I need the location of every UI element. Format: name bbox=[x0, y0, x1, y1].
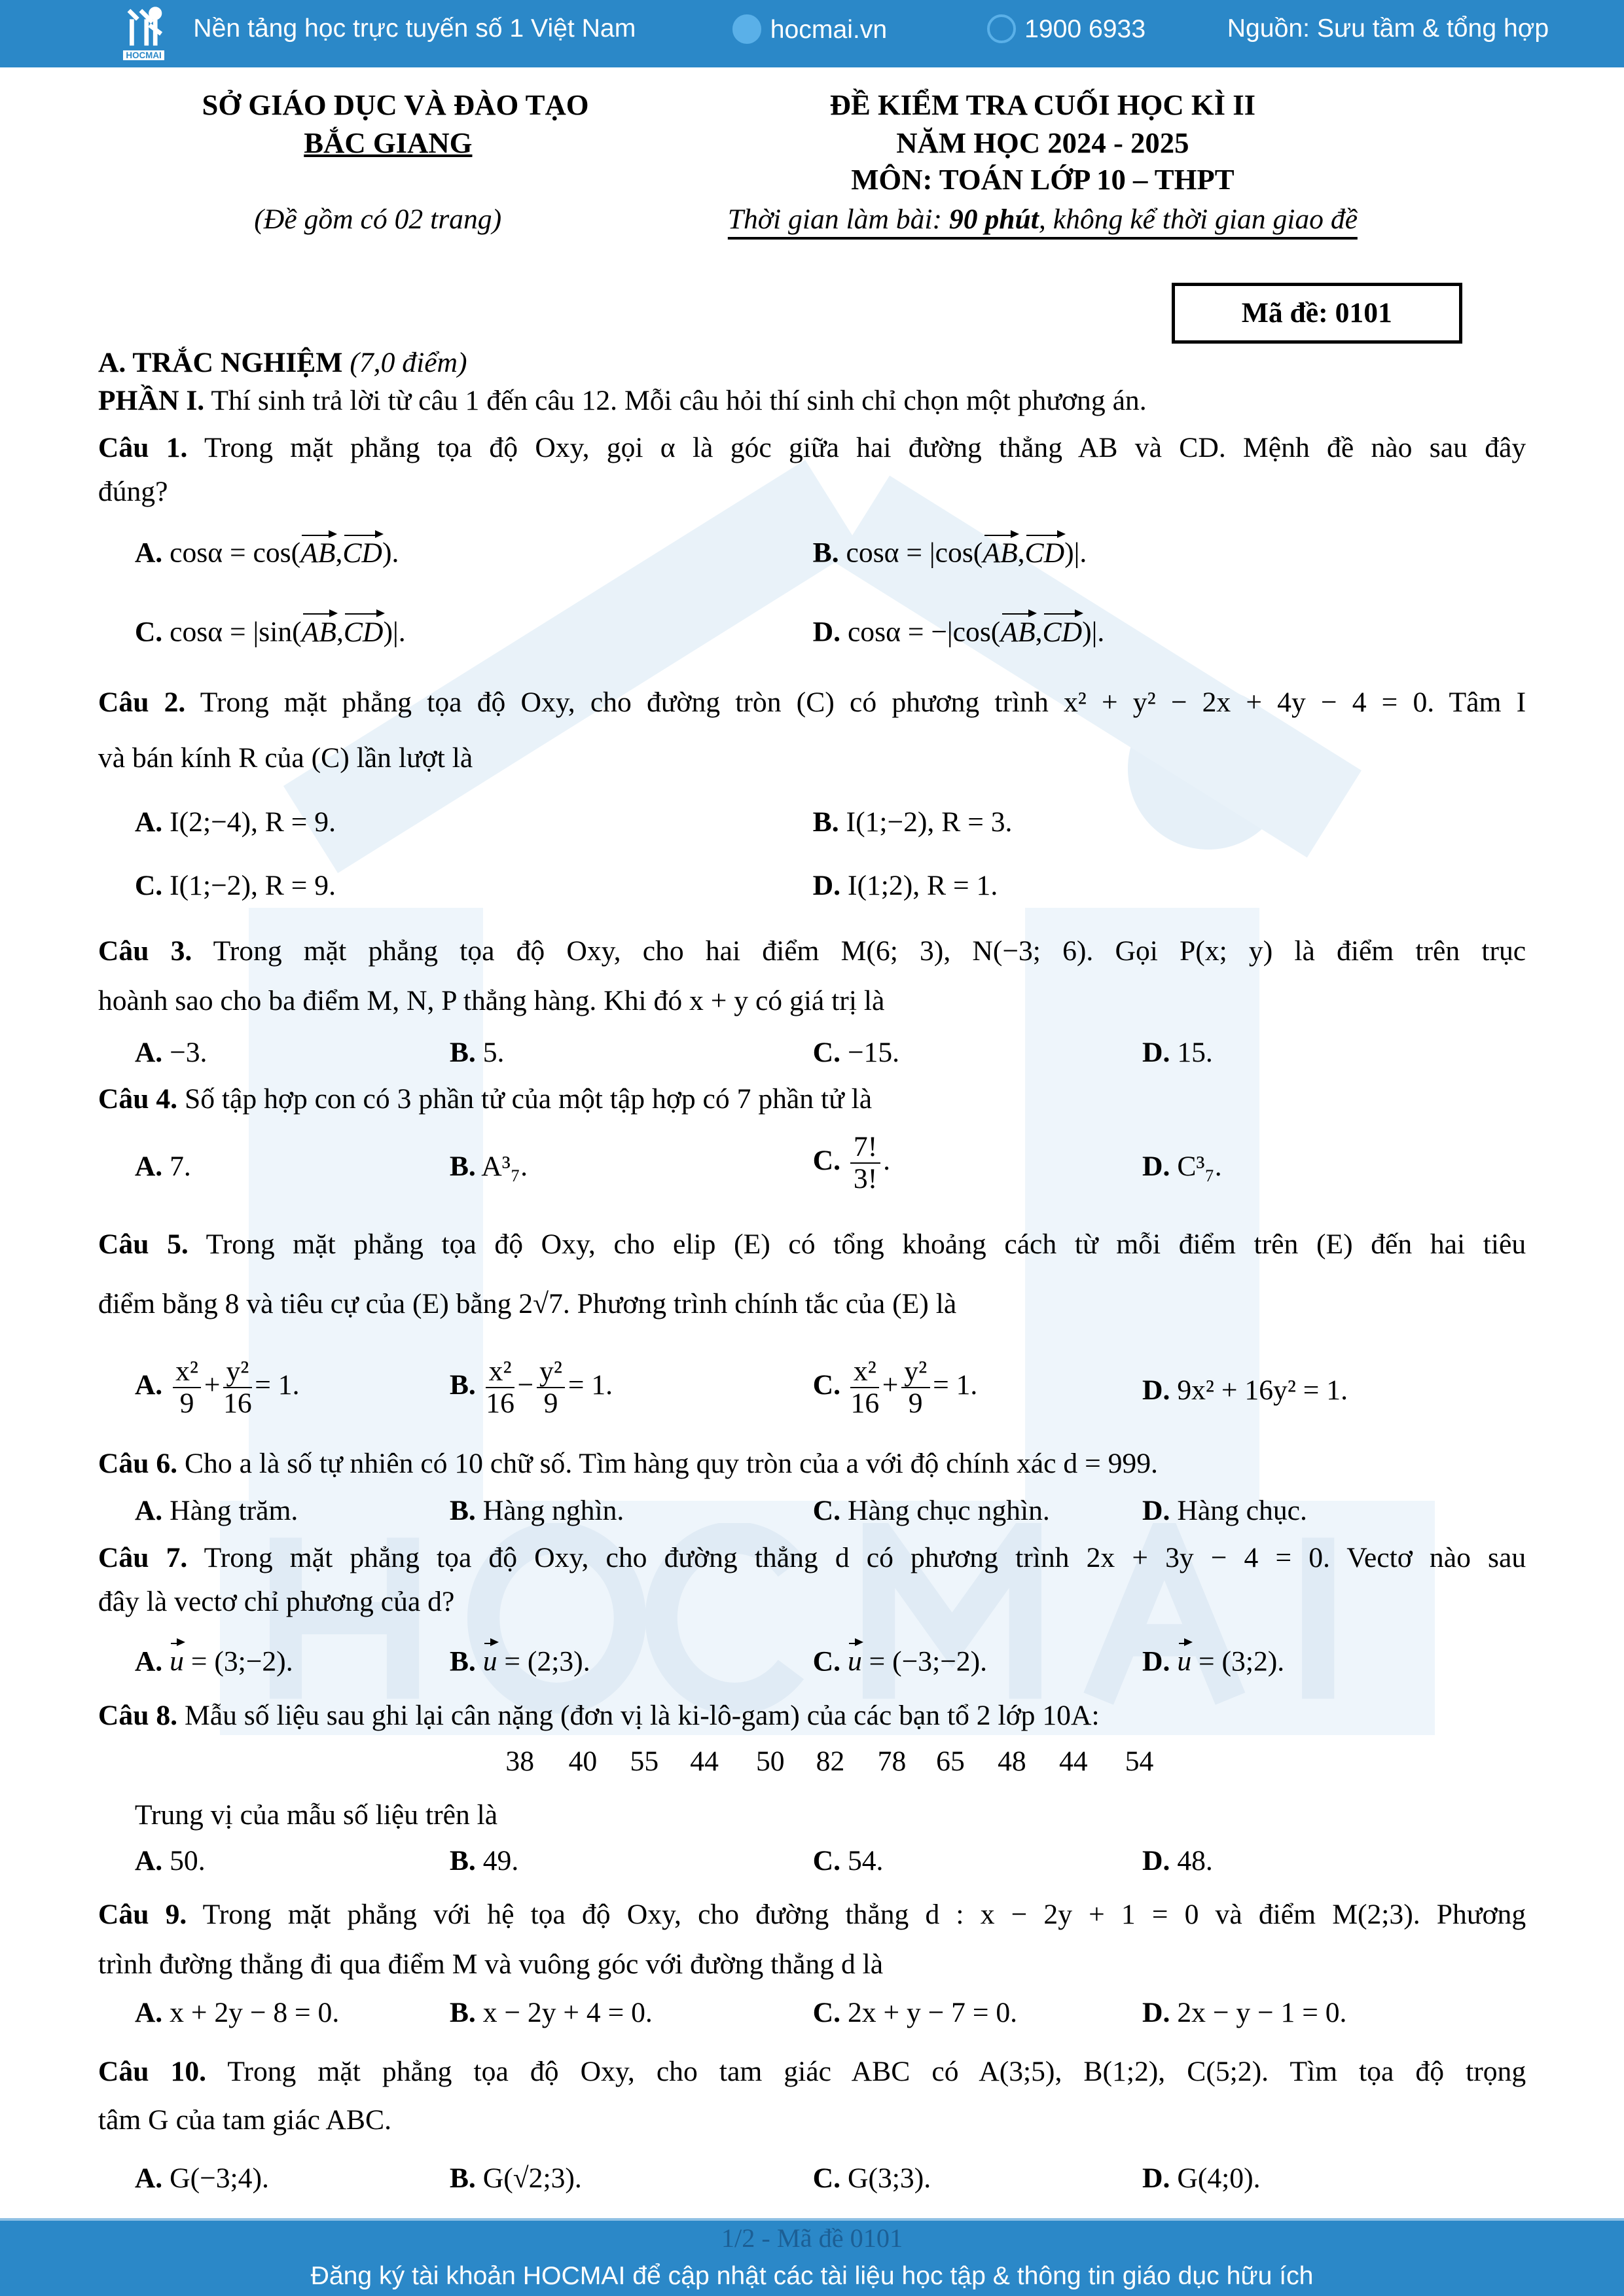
question-extra-line: Trung vị của mẫu số liệu trên là bbox=[134, 1799, 498, 1831]
question-text: Trong mặt phẳng tọa độ Oxy, gọi α là góc giữa hai đường thẳng AB và CD. Mệnh đề nào sau đây bbox=[187, 431, 1526, 463]
question-stem-line bbox=[98, 685, 1526, 721]
answer-option-b[interactable] bbox=[813, 805, 1013, 840]
question-stem-line bbox=[98, 2103, 391, 2138]
option-label: D. bbox=[1142, 2162, 1170, 2195]
numerator: y² bbox=[901, 1356, 930, 1388]
answer-option-a[interactable] bbox=[135, 1035, 208, 1071]
answer-option-b[interactable] bbox=[450, 1149, 528, 1185]
answer-option-b[interactable] bbox=[450, 1844, 518, 1879]
hocmai-logo bbox=[123, 5, 179, 60]
fraction bbox=[173, 1356, 202, 1419]
fraction bbox=[850, 1132, 880, 1194]
answer-option-c[interactable] bbox=[813, 1035, 899, 1071]
time-suffix: , không kể thời gian giao đề bbox=[1038, 203, 1358, 235]
question-label: Câu 7. bbox=[98, 1541, 188, 1573]
data-value: 44 bbox=[690, 1745, 719, 1777]
option-text: I(1;2), R = 1. bbox=[840, 869, 998, 901]
option-prefix bbox=[1170, 1645, 1177, 1677]
vector: AB bbox=[300, 533, 335, 571]
option-text: I(1;−2), R = 3. bbox=[839, 806, 1013, 838]
option-suffix: = (−3;−2). bbox=[861, 1645, 988, 1677]
question-stem-line bbox=[98, 1541, 1526, 1576]
data-value: 44 bbox=[1059, 1745, 1088, 1777]
option-label: C. bbox=[812, 1844, 841, 1876]
option-text: 54. bbox=[840, 1844, 884, 1876]
question-text: hoành sao cho ba điểm M, N, P thẳng hàng. Khi đó x + y có giá trị là bbox=[98, 985, 885, 1017]
option-label: C. bbox=[812, 2162, 841, 2195]
option-prefix bbox=[476, 1369, 483, 1401]
answer-option-c[interactable] bbox=[135, 869, 336, 904]
option-label: C. bbox=[812, 1036, 841, 1068]
answer-option-d[interactable] bbox=[813, 869, 998, 904]
option-text: 9x² + 16y² = 1. bbox=[1170, 1374, 1348, 1407]
option-text: 7. bbox=[162, 1151, 191, 1183]
numerator: x² bbox=[486, 1356, 514, 1388]
question-stem-line bbox=[98, 1082, 872, 1117]
answer-option-a[interactable] bbox=[135, 1356, 300, 1419]
denominator: 16 bbox=[850, 1387, 880, 1419]
numerator: 7! bbox=[850, 1132, 880, 1164]
option-label: B. bbox=[812, 537, 839, 569]
option-prefix: cosα = |sin( bbox=[162, 616, 302, 648]
answer-option-a[interactable] bbox=[135, 1996, 339, 2031]
option-suffix: = 1. bbox=[933, 1369, 978, 1401]
fraction bbox=[537, 1356, 566, 1419]
option-label: A. bbox=[134, 1494, 163, 1526]
time-prefix: Thời gian làm bài: bbox=[727, 203, 949, 235]
option-text: G(4;0). bbox=[1170, 2162, 1261, 2195]
denominator: 3! bbox=[853, 1163, 878, 1195]
section-title: A. TRẮC NGHIỆM bbox=[98, 346, 343, 378]
option-prefix: cosα = cos( bbox=[162, 537, 301, 569]
option-prefix bbox=[162, 1369, 170, 1401]
option-text: 49. bbox=[475, 1844, 519, 1876]
option-sep: , bbox=[335, 537, 343, 569]
source-note: Nguồn: Sưu tầm & tổng hợp bbox=[1227, 14, 1549, 43]
option-label: B. bbox=[449, 1151, 476, 1183]
option-text: 48. bbox=[1170, 1844, 1213, 1876]
denominator: 9 bbox=[908, 1387, 923, 1419]
question-text: Trong mặt phẳng tọa độ Oxy, cho đường tròn (C) có phương trình x² + y² − 2x + 4y − 4 = 0. Tâm I bbox=[185, 687, 1526, 718]
option-text: C³₇. bbox=[1170, 1151, 1222, 1183]
option-label: C. bbox=[134, 869, 163, 901]
denominator: 16 bbox=[486, 1387, 514, 1419]
option-prefix: cosα = −|cos( bbox=[840, 616, 1001, 648]
answer-option-c[interactable] bbox=[813, 1494, 1050, 1529]
fraction bbox=[850, 1356, 879, 1419]
vector: AB bbox=[1000, 612, 1035, 650]
question-text: Số tập hợp con có 3 phần tử của một tập hợp có 7 phần tử là bbox=[177, 1083, 873, 1115]
option-label: B. bbox=[449, 1997, 476, 2029]
option-label: B. bbox=[449, 1494, 476, 1526]
numerator: x² bbox=[173, 1356, 202, 1388]
question-stem-line bbox=[98, 1287, 956, 1322]
part-text: Thí sinh trả lời từ câu 1 đến câu 12. Mỗi câu hỏi thí sinh chỉ chọn một phương án. bbox=[204, 385, 1147, 417]
answer-option-d[interactable] bbox=[1142, 1844, 1213, 1879]
option-text: Hàng chục. bbox=[1170, 1494, 1307, 1526]
page-number: 1/2 - Mã đề 0101 bbox=[721, 2223, 903, 2253]
answer-option-a[interactable] bbox=[135, 2161, 269, 2197]
option-suffix: )|. bbox=[383, 616, 406, 648]
department: SỞ GIÁO DỤC VÀ ĐÀO TẠO bbox=[202, 88, 589, 122]
question-text: và bán kính R của (C) lần lượt là bbox=[98, 742, 473, 774]
option-label: C. bbox=[812, 1369, 841, 1401]
time-value: 90 phút bbox=[948, 203, 1039, 235]
operator: + bbox=[882, 1369, 899, 1401]
answer-option-c[interactable] bbox=[813, 1844, 884, 1879]
vector: CD bbox=[1025, 533, 1065, 571]
fraction bbox=[901, 1356, 930, 1419]
answer-option-d[interactable] bbox=[1142, 1641, 1284, 1679]
numerator: y² bbox=[537, 1356, 566, 1388]
option-label: A. bbox=[134, 1645, 163, 1677]
vector: CD bbox=[344, 612, 384, 650]
answer-option-d[interactable] bbox=[1142, 1035, 1213, 1071]
pages-note: (Đề gồm có 02 trang) bbox=[254, 203, 502, 235]
option-label: A. bbox=[134, 537, 163, 569]
time-note bbox=[728, 202, 1358, 240]
answer-option-a[interactable] bbox=[135, 805, 336, 840]
question-label: Câu 5. bbox=[98, 1228, 189, 1260]
data-value: 78 bbox=[877, 1745, 907, 1777]
phone-link[interactable] bbox=[987, 14, 1146, 44]
answer-option-c[interactable] bbox=[813, 2161, 931, 2197]
logo-text: HOCMAI bbox=[123, 50, 164, 60]
option-sep: , bbox=[336, 616, 344, 648]
tagline: Nền tảng học trực tuyến số 1 Việt Nam bbox=[193, 14, 636, 43]
option-label: B. bbox=[449, 1369, 476, 1401]
option-label: B. bbox=[449, 1036, 476, 1068]
option-label: B. bbox=[449, 1645, 476, 1677]
vector: u bbox=[1177, 1641, 1191, 1679]
option-label: D. bbox=[1142, 1151, 1170, 1183]
question-text: đây là vectơ chỉ phương của d? bbox=[98, 1585, 455, 1617]
question-text: Cho a là số tự nhiên có 10 chữ số. Tìm hàng quy tròn của a với độ chính xác d = 999. bbox=[177, 1448, 1158, 1480]
option-prefix bbox=[162, 1645, 170, 1677]
question-stem-line bbox=[98, 984, 884, 1019]
option-text: G(√2;3). bbox=[475, 2162, 582, 2195]
answer-option-c[interactable] bbox=[135, 612, 406, 650]
question-text: điểm bằng 8 và tiêu cự của (E) bằng 2√7. Phương trình chính tắc của (E) là bbox=[98, 1288, 957, 1320]
fraction bbox=[223, 1356, 252, 1419]
option-text: Hàng chục nghìn. bbox=[840, 1494, 1050, 1526]
option-text: 2x + y − 7 = 0. bbox=[840, 1997, 1018, 2029]
exam-title: ĐỀ KIỂM TRA CUỐI HỌC KÌ II bbox=[829, 88, 1256, 122]
question-stem-line bbox=[98, 431, 1526, 466]
exam-code-box: Mã đề: 0101 bbox=[1172, 283, 1462, 344]
option-label: D. bbox=[1142, 1374, 1170, 1407]
option-suffix: = 1. bbox=[255, 1369, 300, 1401]
option-label: D. bbox=[1142, 1997, 1170, 2029]
answer-option-a[interactable] bbox=[135, 1149, 191, 1185]
option-suffix: = (2;3). bbox=[497, 1645, 590, 1677]
section-points: (7,0 điểm) bbox=[342, 346, 467, 378]
answer-option-a[interactable] bbox=[135, 1641, 293, 1679]
answer-option-b[interactable] bbox=[813, 533, 1087, 571]
option-text: x + 2y − 8 = 0. bbox=[162, 1997, 340, 2029]
option-label: C. bbox=[134, 616, 163, 648]
question-stem-line bbox=[98, 1446, 1158, 1482]
option-label: D. bbox=[812, 869, 841, 901]
option-suffix: ). bbox=[382, 537, 399, 569]
answer-option-b[interactable] bbox=[450, 1641, 590, 1679]
option-prefix bbox=[840, 1369, 848, 1401]
numerator: x² bbox=[850, 1356, 879, 1388]
option-suffix: = (3;2). bbox=[1191, 1645, 1285, 1677]
denominator: 16 bbox=[223, 1387, 252, 1419]
answer-option-a[interactable] bbox=[135, 1844, 206, 1879]
question-text: Trong mặt phẳng tọa độ Oxy, cho đường thẳng d có phương trình 2x + 3y − 4 = 0. Vectơ nào sau bbox=[187, 1541, 1526, 1573]
option-suffix: . bbox=[883, 1145, 891, 1177]
option-label: A. bbox=[134, 1151, 163, 1183]
option-text: Hàng nghìn. bbox=[475, 1494, 624, 1526]
question-text: đúng? bbox=[98, 475, 168, 507]
answer-option-c[interactable] bbox=[813, 1132, 890, 1194]
option-text: A³₇. bbox=[475, 1151, 528, 1183]
answer-option-b[interactable] bbox=[450, 1035, 505, 1071]
option-label: B. bbox=[449, 2162, 476, 2195]
option-text: G(3;3). bbox=[840, 2162, 931, 2195]
question-text: Mẫu số liệu sau ghi lại cân nặng (đơn vị là ki-lô-gam) của các bạn tổ 2 lớp 10A: bbox=[177, 1700, 1100, 1732]
option-text: −15. bbox=[840, 1036, 900, 1068]
question-label: Câu 3. bbox=[98, 935, 192, 967]
option-text: Hàng trăm. bbox=[162, 1494, 298, 1526]
subject: MÔN: TOÁN LỚP 10 – THPT bbox=[851, 163, 1235, 196]
option-suffix: = (3;−2). bbox=[183, 1645, 293, 1677]
question-text: Trong mặt phẳng tọa độ Oxy, cho hai điểm M(6; 3), N(−3; 6). Gọi P(x; y) là điểm trên trục bbox=[192, 935, 1526, 967]
answer-option-d[interactable] bbox=[1142, 1373, 1348, 1408]
school-year: NĂM HỌC 2024 - 2025 bbox=[896, 126, 1189, 160]
question-stem-line bbox=[98, 1227, 1526, 1263]
question-text: tâm G của tam giác ABC. bbox=[98, 2104, 391, 2136]
option-prefix: cosα = |cos( bbox=[839, 537, 983, 569]
data-value: 65 bbox=[936, 1745, 965, 1777]
answer-option-c[interactable] bbox=[813, 1641, 987, 1679]
question-label: Câu 9. bbox=[98, 1899, 187, 1931]
question-stem-line bbox=[98, 741, 473, 776]
option-text: G(−3;4). bbox=[162, 2162, 269, 2195]
question-text: Trong mặt phẳng tọa độ Oxy, cho tam giác ABC có A(3;5), B(1;2), C(5;2). Tìm tọa độ trọng bbox=[206, 2055, 1526, 2087]
option-text: −3. bbox=[162, 1036, 208, 1068]
option-text: I(1;−2), R = 9. bbox=[162, 869, 336, 901]
question-stem-line bbox=[98, 2054, 1526, 2090]
answer-option-b[interactable] bbox=[450, 2161, 582, 2197]
question-text: Trong mặt phẳng với hệ tọa độ Oxy, cho đường thẳng d : x − 2y + 1 = 0 và điểm M(2;3). Phương bbox=[187, 1899, 1526, 1931]
denominator: 9 bbox=[543, 1387, 558, 1419]
vector: CD bbox=[1043, 612, 1083, 650]
answer-option-b[interactable] bbox=[450, 1494, 624, 1529]
option-text: 50. bbox=[162, 1844, 206, 1876]
question-stem-line bbox=[98, 1698, 1100, 1734]
option-text: I(2;−4), R = 9. bbox=[162, 806, 336, 838]
answer-option-a[interactable] bbox=[135, 533, 399, 571]
question-text: Trong mặt phẳng tọa độ Oxy, cho elip (E) có tổng khoảng cách từ mỗi điểm trên (E) đến hai tiêu bbox=[188, 1228, 1526, 1260]
option-prefix bbox=[476, 1645, 483, 1677]
option-text: x − 2y + 4 = 0. bbox=[475, 1997, 653, 2029]
answer-option-b[interactable] bbox=[450, 1996, 653, 2031]
data-value: 40 bbox=[568, 1745, 598, 1777]
option-label: A. bbox=[134, 1844, 163, 1876]
option-label: D. bbox=[1142, 1844, 1170, 1876]
option-prefix bbox=[840, 1145, 848, 1176]
footer-text[interactable]: Đăng ký tài khoản HOCMAI để cập nhật các tài liệu học tập & thông tin giáo dục hữu ích bbox=[310, 2261, 1314, 2290]
question-label: Câu 8. bbox=[98, 1700, 178, 1732]
footer-banner bbox=[0, 2218, 1624, 2296]
option-label: C. bbox=[812, 1645, 841, 1677]
data-value: 48 bbox=[998, 1745, 1026, 1777]
vector: u bbox=[483, 1641, 497, 1679]
answer-option-d[interactable] bbox=[1142, 1996, 1346, 2031]
answer-option-a[interactable] bbox=[135, 1494, 298, 1529]
option-prefix bbox=[840, 1645, 848, 1677]
top-banner bbox=[0, 0, 1624, 67]
data-value: 38 bbox=[505, 1745, 535, 1777]
answer-option-d[interactable] bbox=[813, 612, 1105, 650]
section-heading bbox=[98, 346, 467, 381]
part-instructions bbox=[98, 384, 1147, 419]
answer-option-d[interactable] bbox=[1142, 1149, 1222, 1185]
question-stem-line bbox=[98, 475, 168, 510]
fraction bbox=[486, 1356, 514, 1419]
answer-option-d[interactable] bbox=[1142, 2161, 1260, 2197]
option-label: D. bbox=[1142, 1494, 1170, 1526]
denominator: 9 bbox=[179, 1387, 194, 1419]
vector: CD bbox=[342, 533, 382, 571]
option-label: C. bbox=[812, 1494, 841, 1526]
website-link[interactable] bbox=[732, 14, 888, 45]
question-stem-line bbox=[98, 934, 1526, 969]
vector: u bbox=[848, 1641, 862, 1679]
question-stem-line bbox=[98, 1585, 454, 1620]
question-label: Câu 2. bbox=[98, 687, 186, 718]
option-suffix: = 1. bbox=[568, 1369, 613, 1401]
data-value: 54 bbox=[1125, 1745, 1154, 1777]
operator: − bbox=[517, 1369, 534, 1401]
question-label: Câu 4. bbox=[98, 1083, 178, 1115]
option-text: 15. bbox=[1170, 1036, 1213, 1068]
question-label: Câu 1. bbox=[98, 431, 188, 463]
question-stem-line bbox=[98, 1897, 1526, 1933]
website-text: hocmai.vn bbox=[770, 16, 888, 45]
data-value: 82 bbox=[816, 1745, 845, 1777]
part-label: PHẦN I. bbox=[98, 385, 205, 417]
answer-option-c[interactable] bbox=[813, 1996, 1017, 2031]
option-sep: , bbox=[1035, 616, 1043, 648]
operator: + bbox=[204, 1369, 221, 1401]
option-label: B. bbox=[812, 806, 839, 838]
province: BẮC GIANG bbox=[304, 126, 473, 160]
vector: AB bbox=[983, 533, 1017, 571]
data-value: 50 bbox=[755, 1745, 785, 1777]
option-label: A. bbox=[134, 1036, 163, 1068]
option-text: 2x − y − 1 = 0. bbox=[1170, 1997, 1347, 2029]
answer-option-b[interactable] bbox=[450, 1356, 613, 1419]
globe-icon bbox=[732, 14, 762, 44]
option-label: A. bbox=[134, 2162, 163, 2195]
option-suffix: )|. bbox=[1064, 537, 1087, 569]
option-label: A. bbox=[134, 1997, 163, 2029]
question-label: Câu 10. bbox=[98, 2055, 207, 2087]
data-value: 55 bbox=[630, 1745, 659, 1777]
vector: u bbox=[170, 1641, 184, 1679]
question-label: Câu 6. bbox=[98, 1448, 178, 1480]
vector: AB bbox=[302, 612, 336, 650]
option-label: C. bbox=[812, 1145, 841, 1177]
option-label: A. bbox=[134, 806, 163, 838]
answer-option-c[interactable] bbox=[813, 1356, 978, 1419]
option-label: D. bbox=[812, 616, 841, 648]
option-label: B. bbox=[449, 1844, 476, 1876]
question-stem-line bbox=[98, 1947, 883, 1982]
phone-icon bbox=[987, 14, 1016, 43]
option-label: C. bbox=[812, 1997, 841, 2029]
phone-text: 1900 6933 bbox=[1024, 15, 1146, 44]
option-sep: , bbox=[1017, 537, 1025, 569]
answer-option-d[interactable] bbox=[1142, 1494, 1307, 1529]
option-suffix: )|. bbox=[1082, 616, 1105, 648]
option-label: A. bbox=[134, 1369, 163, 1401]
option-text: 5. bbox=[475, 1036, 505, 1068]
option-label: D. bbox=[1142, 1036, 1170, 1068]
numerator: y² bbox=[223, 1356, 252, 1388]
question-text: trình đường thẳng đi qua điểm M và vuông góc với đường thẳng d là bbox=[98, 1948, 884, 1981]
option-label: D. bbox=[1142, 1645, 1170, 1677]
